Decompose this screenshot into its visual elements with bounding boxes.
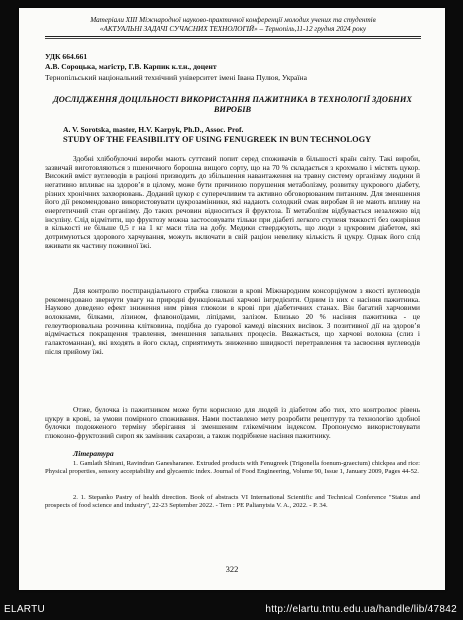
header-rule — [45, 36, 421, 37]
running-header-line-1: Матеріали XIII Міжнародної науково-практичної конференції молодих учених та студентів — [90, 16, 376, 24]
authors-ua: А.В. Сороцька, магістр, Г.В. Карпик к.т.н., доцент — [45, 62, 217, 71]
paragraph-text: Отже, булочка із пажитником може бути корисною для людей із діабетом або тих, хто контролює рівень цукру в крові, за умови помірного споживання. Нами поставлено мету розробити рецептуру та технологію здобної булочки подовженого терміну зберігання зі зменшеним глікемічним індексом. Пропонуємо використовувати глюкозно-фруктозний сироп як замінник сахарози, а також подрібнене насіння пажитнику. — [45, 405, 420, 440]
udc-code: УДК 664.661 — [45, 52, 88, 61]
title-ua: ДОСЛІДЖЕННЯ ДОЦІЛЬНОСТІ ВИКОРИСТАННЯ ПАЖИТНИКА В ТЕХНОЛОГІЇ ЗДОБНИХ ВИРОБІВ — [53, 95, 412, 114]
references-heading: Література — [73, 449, 114, 458]
paragraph-text: Здобні хлібобулочні вироби мають суттєвий попит серед споживачів в більшості країн світу. Такі вироби, зазвичай виготовляються з пшеничного борошна вищого сорту, що на 70 % складається з крохмалю і містять цукор. Високий вміст вуглеводів в раціоні призводить до збільшення навантаження на травну систему організму людини й негативно впливає на здоров’я в цілому, може бути причиною порушення метаболізму, розвитку цукрового діабету, різних хронічних захворювань. Доданий цукор є суперечливим та активно обговорюваним питанням. Для зменшення його дії рекомендовано використовувати цукрозамінники, які надають солодкий смак виробам й не мають впливу на енергетичний стан організму. До таких речовин відноситься й фруктоза. Її метаболізм відбувається незалежно від інсуліну. Слід відмітити, що фруктозу можна застосовувати тільки при діабеті легкого ступеня тяжкості без ожиріння в кількості не більше 0,5 г на 1 кг маси тіла на добу. Медики стверджують, що люди з цукровим діабетом, які дотримуються здорового харчування, можуть включати в свій раціон невелику кількість й цукру. Однак його слід вживати як частину поживної їжі. — [45, 154, 420, 250]
paragraph-text: Для контролю постпрандіального стрибка глюкози в крові Міжнародним консорціумом з якості вуглеводів рекомендовано звернути увагу на природні функціональні харчові інгредієнти. Одним із них є насіння пажитника. Науково доведено ефект зниження ним рівня глюкози в крові при діабетичних станах. Він багатий харчовими волокнами, білками, лізином, флавоноїдами, ліпідами, залізом. Близько 20 % насіння пажитника - це гелеутворювальна розчинна клітковина, подібна до гуарової камеді вівсяних висівок. З позитивної дії на здоров’я відмічається покращення травлення, зменшення запальних процесів. Вважається, що харчові волокна (слиз і галактоманнан), які входять в його склад, сприятимуть зниженню швидкості перетравлення та засвоєння вуглеводів після прийому їжі. — [45, 286, 420, 356]
reference-text: 1. Gamlath Shirani, Ravindran Ganesharanee. Extruded products with Fenugreek (Trigonella foenum-graecium) chickpea and rice: Physical properties, sensory acceptability and glycaemic index. Journal of Food Engineering, Volume 90, Issue 1, January 2009, Pages 44-52. — [45, 460, 420, 476]
body-paragraph-1 — [45, 155, 420, 250]
repository-label: ELARTU — [4, 604, 46, 615]
body-paragraph-3 — [45, 406, 420, 441]
reference-text: 2. 1. Stepanko Pastry of health direction. Book of abstracts VI International Scientific and Technical Conference "Status and prospects of food science and industry", 22-23 September 2022. - Tern : PE Palianytsia V. A., 2022. - P. 34. — [45, 494, 420, 510]
repository-url-link[interactable]: http://elartu.tntu.edu.ua/handle/lib/47842 — [265, 604, 457, 615]
affiliation: Тернопільський національний технічний університет імені Івана Пулюя, Україна — [45, 73, 307, 82]
reference-item — [45, 494, 420, 511]
document-page — [19, 8, 445, 590]
running-header-line-2: «АКТУАЛЬНІ ЗАДАЧІ СУЧАСНИХ ТЕХНОЛОГІЙ» – Тернопіль,11-12 грудня 2024 року — [99, 25, 367, 33]
page-number: 322 — [225, 564, 239, 574]
authors-en: A. V. Sorotska, master, H.V. Karpyk, Ph.D., Assoc. Prof. — [63, 125, 244, 134]
title-en: STUDY OF THE FEASIBILITY OF USING FENUGREEK IN BUN TECHNOLOGY — [63, 135, 372, 144]
reference-item — [45, 460, 420, 477]
body-paragraph-2 — [45, 287, 420, 356]
header-rule-thin — [45, 38, 421, 39]
